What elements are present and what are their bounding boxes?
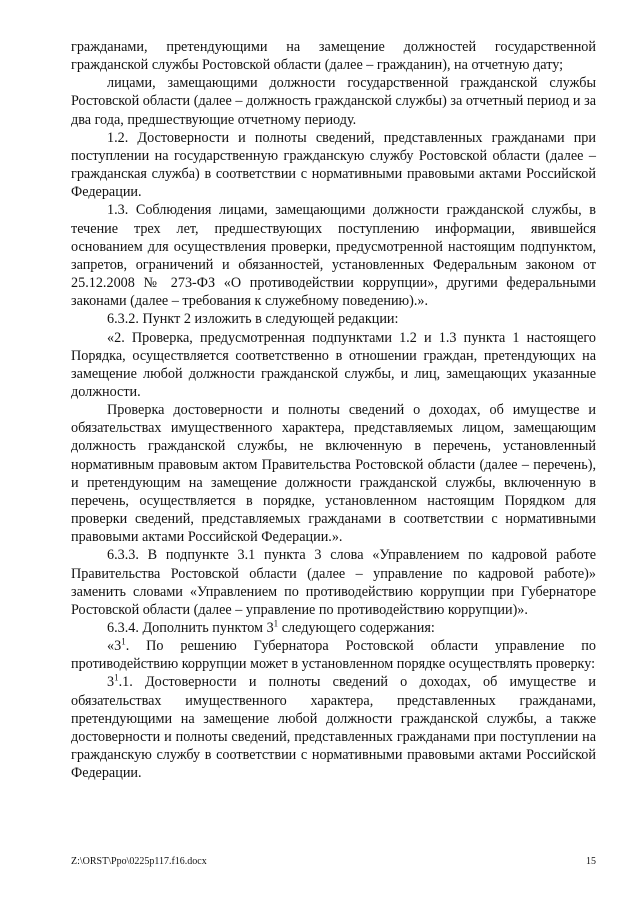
paragraph-7: Проверка достоверности и полноты сведений о доходах, об имуществе и обязательствах имущественного характера, представляемых лицом, замещающим должность гражданской службы, не включенную в перечень, установленный нормативным правовым актом Правительства Ростовской области (далее – перечень), и претендующим на замещение должности гражданской службы, включенную в перечень, осуществляется в порядке, установленном настоящим Порядком для проверки сведений, представляемых гражданами в соответствии с нормативными правовыми актами Российской Федерации.». (71, 402, 596, 546)
paragraph-9-superscript: 1 (273, 618, 279, 629)
paragraph-11-after: .1. Достоверности и полноты сведений о доходах, об имуществе и обязательствах имущественного характера, представленных гражданами, претендующими на замещение любой должности гражданской службы, а также достоверности и полноты сведений, представленных гражданами при поступлении на гражданскую службу в соответствии с нормативными правовыми актами Российской Федерации. (71, 674, 596, 782)
paragraph-9-before: 6.3.4. Дополнить пунктом 3 (107, 620, 274, 636)
paragraph-8: 6.3.3. В подпункте 3.1 пункта 3 слова «Управлением по кадровой работе Правительства Ростовской области (далее – управление по кадровой работе)» заменить словами «Управлением по противодействию коррупции при Губернаторе Ростовской области (далее – управление по противодействию коррупции)». (71, 547, 596, 618)
paragraph-3: 1.2. Достоверности и полноты сведений, представленных гражданами при поступлении на государственную гражданскую службу Ростовской области (далее – гражданская служба) в соответствии с нормативными правовыми актами Российской Федерации. (71, 129, 596, 201)
paragraph-6: «2. Проверка, предусмотренная подпунктами 1.2 и 1.3 пункта 1 настоящего Порядка, осуществляется соответственно в отношении граждан, претендующих на замещение любой должности гражданской службы, и лиц, замещающих указанные должности. (71, 329, 596, 400)
paragraph-10-before: «3 (107, 638, 122, 655)
paragraph-11-before: 3 (107, 674, 115, 691)
paragraph-10 (71, 637, 596, 673)
paragraph-10-superscript: 1 (121, 636, 126, 647)
paragraph-11 (71, 673, 596, 782)
paragraph-5: 6.3.2. Пункт 2 изложить в следующей редакции: (107, 311, 399, 328)
footer-file-path: Z:\ORST\Ppo\0225p117.f16.docx (71, 856, 207, 867)
paragraph-11-superscript: 1 (114, 672, 119, 683)
paragraph-10-after: . По решению Губернатора Ростовской области управление по противодействию коррупции может в установленном порядке осуществлять проверку: (71, 638, 596, 673)
paragraph-9-after: следующего содержания: (278, 620, 435, 636)
paragraph-9 (71, 619, 596, 637)
paragraph-4: 1.3. Соблюдения лицами, замещающими должности гражданской службы, в течение трех лет, предшествующих поступлению информации, явившейся основанием для осуществления проверки, предусмотренной настоящим подпунктом, запретов, ограничений и обязанностей, установленных Федеральным законом от 25.12.2008 № 273-ФЗ «О противодействии коррупции», другими федеральными законами (далее – требования к служебному поведению).». (71, 202, 596, 310)
paragraph-2: лицами, замещающими должности государственной гражданской службы Ростовской области (далее – должность гражданской службы) за отчетный период и за два года, предшествующие отчетному периоду. (71, 75, 596, 128)
document-body (71, 38, 596, 782)
paragraph-1: гражданами, претендующими на замещение должностей государственной гражданской службы Ростовской области (далее – гражданин), на отчетную дату; (71, 39, 596, 74)
footer-page-number: 15 (586, 856, 596, 867)
